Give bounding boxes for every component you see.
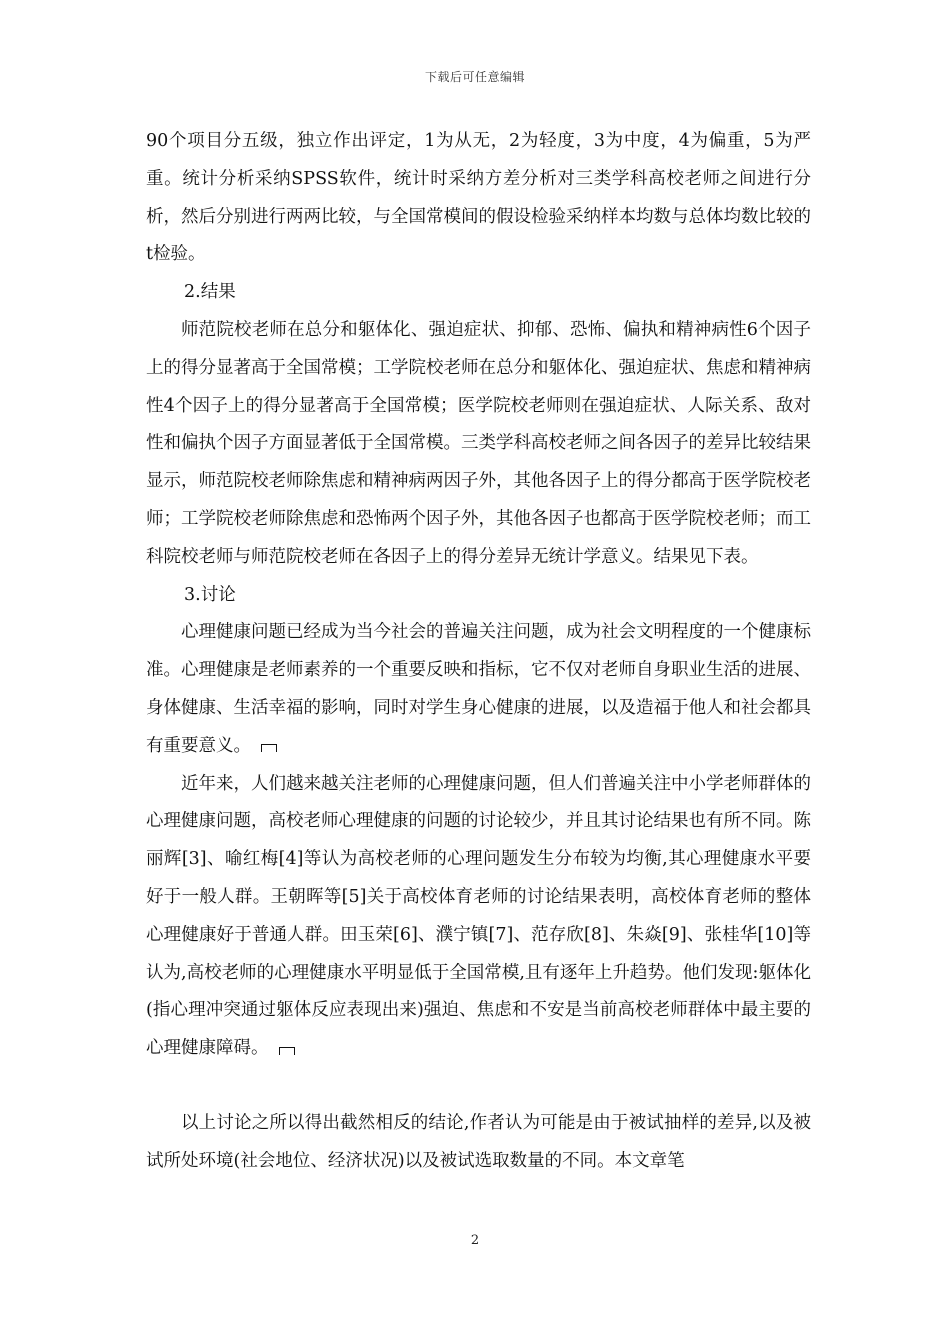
paragraph-results: 师范院校老师在总分和躯体化、强迫症状、抑郁、恐怖、偏执和精神病性6个因子上的得分显著高于全国常模；工学院校老师在总分和躯体化、强迫症状、焦虑和精神病性4个因子上的得分显著高于全国常模；医学院校老师则在强迫症状、人际关系、敌对性和偏执个因子方面显著低于全国常模。三类学科高校老师之间各因子的差异比较结果显示，师范院校老师除焦虑和精神病两因子外，其他各因子上的得分都高于医学院校老师；工学院校老师除焦虑和恐怖两个因子外，其他各因子也都高于医学院校老师；而工科院校老师与师范院校老师在各因子上的得分差异无统计学意义。结果见下表。 bbox=[146, 319, 811, 567]
section-break-mark-icon bbox=[261, 744, 277, 752]
section-break-mark-icon bbox=[279, 1047, 295, 1055]
page-number: 2 bbox=[470, 1233, 480, 1248]
paragraph-discussion-2 bbox=[146, 766, 811, 1068]
paragraph-discussion-3: 以上讨论之所以得出截然相反的结论,作者认为可能是由于被试抽样的差异,以及被试所处环境(社会地位、经济状况)以及被试选取数量的不同。本文章笔 bbox=[146, 1112, 811, 1171]
section-heading-results: 2.结果 bbox=[184, 282, 236, 303]
blank-line bbox=[146, 1068, 811, 1105]
section-heading-discussion: 3.讨论 bbox=[184, 584, 236, 605]
paragraph-discussion-1-text: 心理健康问题已经成为当今社会的普遍关注问题，成为社会文明程度的一个健康标准。心理健康是老师素养的一个重要反映和指标，它不仅对老师自身职业生活的进展、身体健康、生活幸福的影响，同时对学生身心健康的进展，以及造福于他人和社会都具有重要意义。 bbox=[146, 622, 811, 756]
paragraph-discussion-1 bbox=[146, 614, 811, 765]
paragraph-methods: 90个项目分五级，独立作出评定，1为从无，2为轻度，3为中度，4为偏重，5为严重。统计分析采纳SPSS软件，统计时采纳方差分析对三类学科高校老师之间进行分析，然后分别进行两两比较，与全国常模间的假设检验采纳样本均数与总体均数比较的t检验。 bbox=[146, 131, 811, 265]
paragraph-discussion-2-text: 近年来，人们越来越关注老师的心理健康问题，但人们普遍关注中小学老师群体的心理健康问题，高校老师心理健康的问题的讨论较少，并且其讨论结果也有所不同。陈丽辉[3]、喻红梅[4]等认为高校老师的心理问题发生分布较为均衡,其心理健康水平要好于一般人群。王朝晖等[5]关于高校体育老师的讨论结果表明，高校体育老师的整体心理健康好于普通人群。田玉荣[6]、濮宁镇[7]、范存欣[8]、朱焱[9]、张桂华[10]等认为,高校老师的心理健康水平明显低于全国常模,且有逐年上升趋势。他们发现:躯体化(指心理冲突通过躯体反应表现出来)强迫、焦虑和不安是当前高校老师群体中最主要的心理健康障碍。 bbox=[146, 773, 811, 1059]
page-header: 下载后可任意编辑 bbox=[424, 70, 525, 84]
document-body bbox=[146, 123, 811, 1181]
